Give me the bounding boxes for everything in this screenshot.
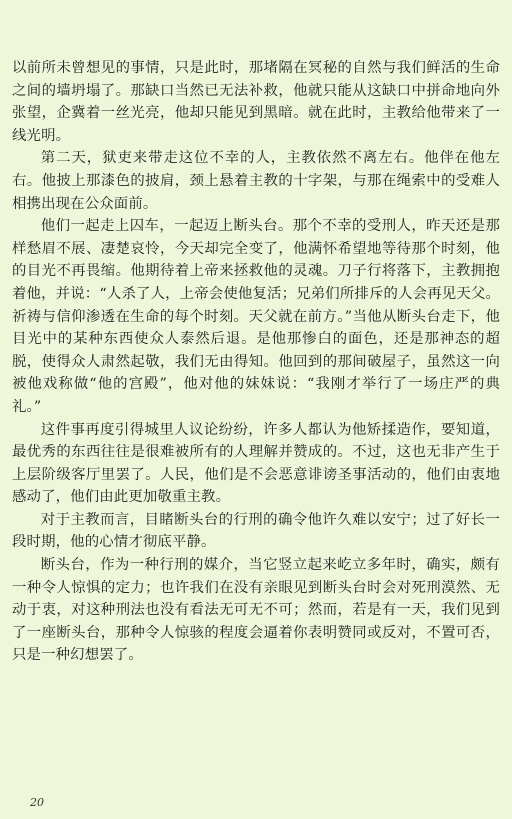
- paragraph-2: 第二天，狱吏来带走这位不幸的人，主教依然不离左右。他伴在他左右。他披上那漆色的披肩，颈上悬着主教的十字架，与那在绳索中的受难人相携出现在公众面前。: [12, 150, 500, 212]
- paragraph-1: 以前所未曾想见的事情，只是此时，那堵隔在冥秘的自然与我们鲜活的生命之间的墙坍塌了。那缺口当然已无法补救，他就只能从这缺口中拼命地向外张望，企冀着一丝光亮，他却只能见到黑暗。就在此时，主教给他带来了一线光明。: [12, 60, 500, 144]
- paragraph-3: 他们一起走上囚车，一起迈上断头台。那个不幸的受刑人，昨天还是那样愁眉不展、凄楚哀怜，今天却完全变了，他满怀希望地等待那个时刻，他的目光不再畏缩。他期待着上帝来拯救他的灵魂。刀子行将落下，主教拥抱着他，并说：“人杀了人，上帝会使他复活；兄弟们所排斥的人会再见天父。祈祷与信仰渗透在生命的每个时刻。天父就在前方。”当他从断头台走下，他目光中的某种东西使众人泰然后退。是他那惨白的面色，还是那神态的超脱，使得众人肃然起敬，我们无由得知。他回到的那间破屋子，虽然这一向被他戏称做“他的宫殿”，他对他的妹妹说：“我刚才举行了一场庄严的典礼。”: [12, 218, 500, 415]
- paragraph-6: 断头台，作为一种行刑的媒介，当它竖立起来屹立多年时，确实，颇有一种令人惊惧的定力；也许我们在没有亲眼见到断头台时会对死刑漠然、无动于衷，对这种刑法也没有看法无可无不可；然而，若是有一天，我们见到了一座断头台，那种令人惊骇的程度会逼着你表明赞同或反对，不置可否，只是一种幻想罢了。: [12, 557, 500, 664]
- page-number: 20: [30, 796, 44, 809]
- paragraph-5: 对于主教而言，目睹断头台的行刑的确令他许久难以安宁；过了好长一段时期，他的心情才彻底平静。: [12, 511, 500, 551]
- page-body: [12, 57, 500, 667]
- paragraph-4: 这件事再度引得城里人议论纷纷，许多人都认为他矫揉造作，要知道，最优秀的东西往往是很难被所有的人理解并赞成的。不过，这也无非产生于上层阶级客厅里罢了。人民，他们是不会恶意诽谤圣事活动的，他们由衷地感动了，他们由此更加敬重主教。: [12, 421, 500, 506]
